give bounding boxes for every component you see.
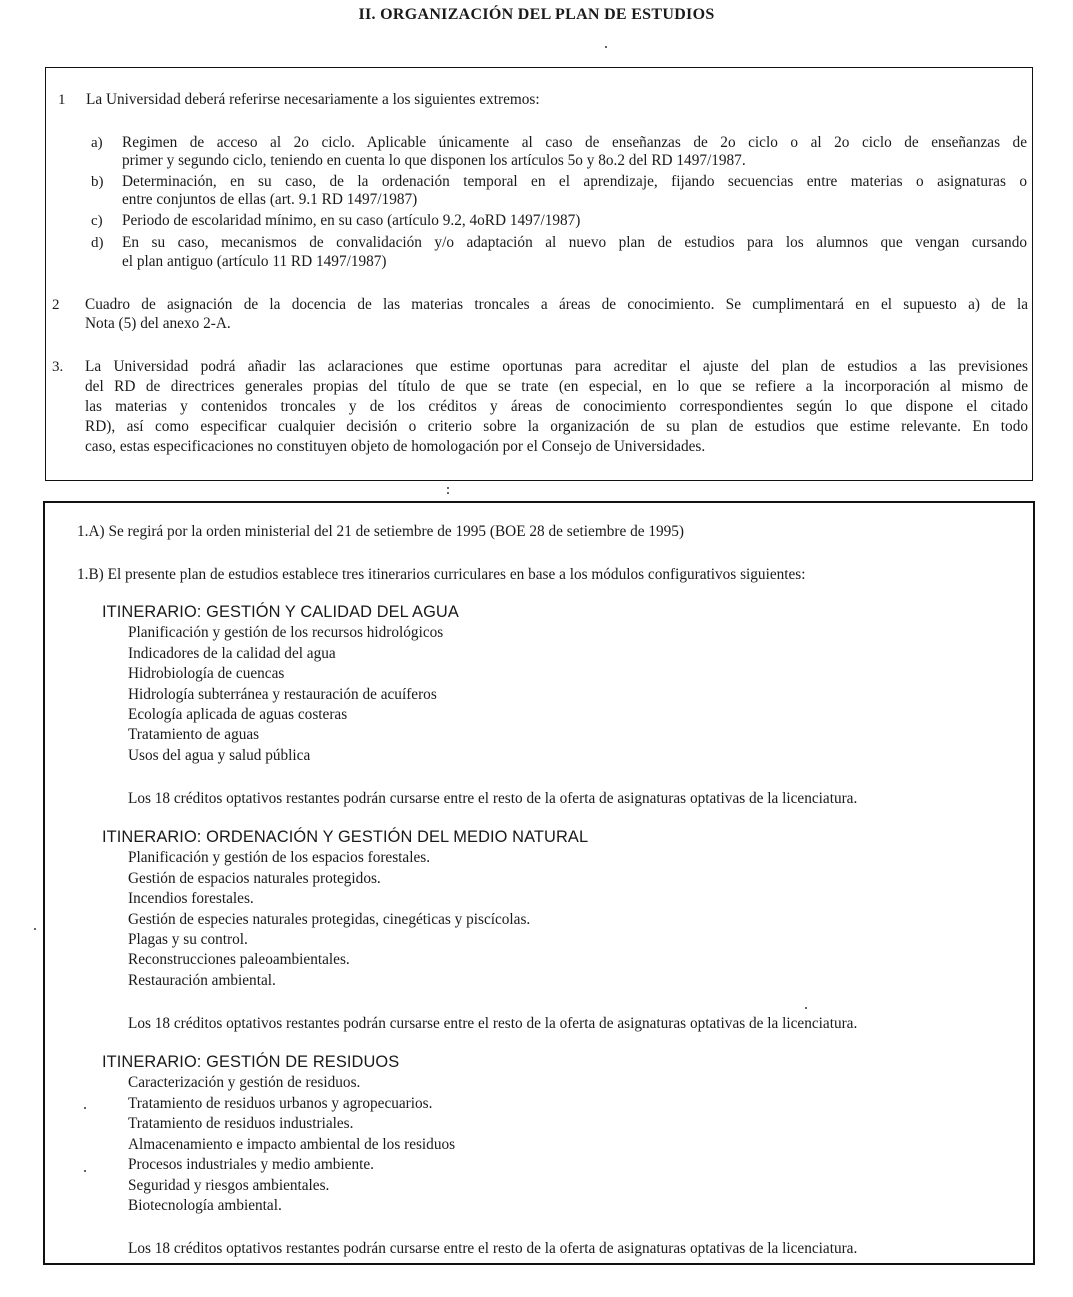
module-item: Gestión de espacios naturales protegidos. bbox=[128, 870, 381, 887]
module-item: Incendios forestales. bbox=[128, 890, 254, 907]
subitem-d-line-2: el plan antiguo (artículo 11 RD 1497/1987) bbox=[122, 253, 387, 270]
paragraph-3-line-5: caso, estas especificaciones no constituyen objeto de homologación por el Consejo de Universidades. bbox=[85, 438, 706, 455]
module-item: Ecología aplicada de aguas costeras bbox=[128, 706, 348, 723]
subitem-marker-d: d) bbox=[91, 235, 104, 251]
scan-speck bbox=[805, 1007, 807, 1009]
module-item: Almacenamiento e impacto ambiental de los residuos bbox=[128, 1136, 456, 1153]
module-item: Seguridad y riesgos ambientales. bbox=[128, 1177, 330, 1194]
item-number-3: 3. bbox=[52, 359, 64, 375]
line-1b: 1.B) El presente plan de estudios establece tres itinerarios curriculares en base a los módulos configurativos siguientes: bbox=[77, 566, 806, 583]
scan-speck bbox=[605, 46, 607, 48]
optional-credits-note: Los 18 créditos optativos restantes podrán cursarse entre el resto de la oferta de asignaturas optativas de la licenciatura. bbox=[128, 790, 858, 807]
scan-speck bbox=[34, 928, 36, 930]
paragraph-2-line-1: Cuadro de asignación de la docencia de las materias troncales a áreas de conocimiento. Se cumplimentará en el supuesto a) de la bbox=[85, 296, 1028, 313]
module-item: Usos del agua y salud pública bbox=[128, 747, 311, 764]
module-item: Planificación y gestión de los espacios forestales. bbox=[128, 849, 431, 866]
optional-credits-note: Los 18 créditos optativos restantes podrán cursarse entre el resto de la oferta de asignaturas optativas de la licenciatura. bbox=[128, 1015, 858, 1032]
itinerary-title-water: ITINERARIO: GESTIÓN Y CALIDAD DEL AGUA bbox=[102, 603, 459, 621]
line-1a: 1.A) Se regirá por la orden ministerial del 21 de setiembre de 1995 (BOE 28 de setiembre de 1995) bbox=[77, 523, 685, 540]
module-item: Procesos industriales y medio ambiente. bbox=[128, 1156, 374, 1173]
itinerary-title-natural: ITINERARIO: ORDENACIÓN Y GESTIÓN DEL MEDIO NATURAL bbox=[102, 828, 589, 846]
subitem-b-line-1: Determinación, en su caso, de la ordenación temporal en el aprendizaje, fijando secuencias entre materias o asignaturas o bbox=[122, 173, 1027, 190]
module-item: Hidrobiología de cuencas bbox=[128, 665, 285, 682]
paragraph-3-line-1: La Universidad podrá añadir las aclaraciones que estime oportunas para acreditar el ajuste del plan de estudios a las previsiones bbox=[85, 358, 1028, 375]
subitem-marker-a: a) bbox=[91, 135, 103, 151]
module-item: Reconstrucciones paleoambientales. bbox=[128, 951, 350, 968]
subitem-b-line-2: entre conjuntos de ellas (art. 9.1 RD 1497/1987) bbox=[122, 191, 418, 208]
module-item: Restauración ambiental. bbox=[128, 972, 276, 989]
subitem-a-line-2: primer y segundo ciclo, teniendo en cuenta lo que disponen los artículos 5o y 8o.2 del RD 1497/1987. bbox=[122, 152, 746, 169]
page-title: II. ORGANIZACIÓN DEL PLAN DE ESTUDIOS bbox=[358, 6, 715, 23]
item-number-2: 2 bbox=[52, 297, 60, 313]
scan-speck bbox=[84, 1170, 86, 1172]
subitem-c-line-1: Periodo de escolaridad mínimo, en su caso (artículo 9.2, 4oRD 1497/1987) bbox=[122, 212, 581, 229]
paragraph-3-line-2: del RD de directrices generales propias del título de que se trate (en especial, en lo que se refiere a la incorporación al mismo de bbox=[85, 378, 1028, 395]
subitem-marker-b: b) bbox=[91, 174, 104, 190]
paragraph-3-line-3: las materias y contenidos troncales y de los créditos y áreas de conocimiento correspondientes según lo que dispone el citado bbox=[85, 398, 1028, 415]
paragraph-2-line-2: Nota (5) del anexo 2-A. bbox=[85, 315, 231, 332]
module-item: Gestión de especies naturales protegidas, cinegéticas y piscícolas. bbox=[128, 911, 531, 928]
scan-speck bbox=[447, 492, 449, 494]
subitem-d-line-1: En su caso, mecanismos de convalidación y/o adaptación al nuevo plan de estudios para los alumnos que vengan cursando bbox=[122, 234, 1027, 251]
module-item: Indicadores de la calidad del agua bbox=[128, 645, 336, 662]
paragraph-3-line-4: RD), así como especificar cualquier decisión o criterio sobre la organización de su plan de estudios que estime relevante. En todo bbox=[85, 418, 1028, 435]
module-item: Biotecnología ambiental. bbox=[128, 1197, 282, 1214]
scan-speck bbox=[447, 487, 449, 489]
module-item: Planificación y gestión de los recursos hidrológicos bbox=[128, 624, 444, 641]
module-item: Plagas y su control. bbox=[128, 931, 248, 948]
subitem-a-line-1: Regimen de acceso al 2o ciclo. Aplicable únicamente al caso de enseñanzas de 2o ciclo o al 2o ciclo de enseñanzas de bbox=[122, 134, 1027, 151]
module-item: Tratamiento de residuos urbanos y agropecuarios. bbox=[128, 1095, 433, 1112]
intro-text: La Universidad deberá referirse necesariamente a los siguientes extremos: bbox=[86, 91, 540, 108]
module-item: Hidrología subterránea y restauración de acuíferos bbox=[128, 686, 437, 703]
subitem-marker-c: c) bbox=[91, 213, 103, 229]
itinerary-title-waste: ITINERARIO: GESTIÓN DE RESIDUOS bbox=[102, 1053, 400, 1071]
module-item: Tratamiento de aguas bbox=[128, 726, 260, 743]
scan-speck bbox=[84, 1107, 86, 1109]
module-item: Caracterización y gestión de residuos. bbox=[128, 1074, 361, 1091]
module-item: Tratamiento de residuos industriales. bbox=[128, 1115, 354, 1132]
item-number-1: 1 bbox=[58, 92, 66, 108]
optional-credits-note: Los 18 créditos optativos restantes podrán cursarse entre el resto de la oferta de asignaturas optativas de la licenciatura. bbox=[128, 1240, 858, 1257]
